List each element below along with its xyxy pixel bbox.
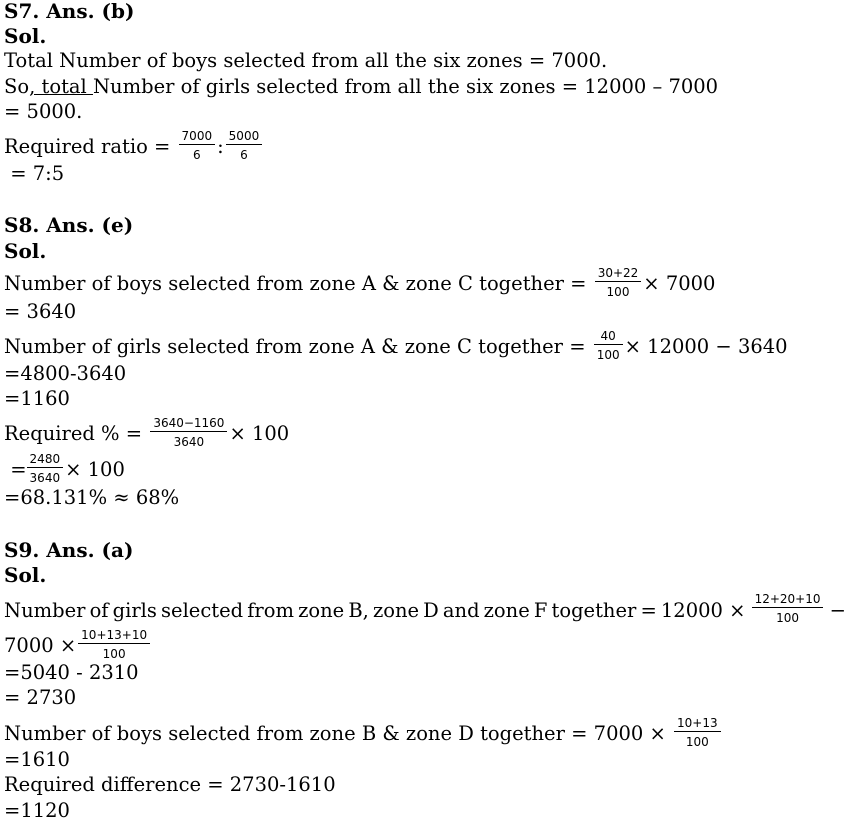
s8-percent2-denominator: 3640 [29,471,61,485]
s9-word: D [423,598,439,622]
s9-word: B, [348,598,369,622]
s9-line2-numerator: 10+13+10 [78,628,150,644]
s9-word: Number [4,598,86,622]
s8-girls-fraction [594,329,623,362]
s9-boys-line [4,718,723,751]
s8-girls-label: Number of girls selected from zone A & zone C together = [4,335,592,358]
s7-heading: S7. Ans. (b) [4,0,135,23]
s9-word: of [89,598,109,622]
s7-line-total-girls [4,75,718,99]
s8-calc-2: =1160 [4,387,70,410]
s9-boys-fraction [674,716,721,749]
s7-line-girls-result: = 5000. [4,100,83,123]
s8-percent-line [4,418,289,451]
s8-final: =68.131% ≈ 68% [4,486,180,509]
s8-percent2-prefix: = [4,458,27,481]
s7-fraction-girls [226,129,263,162]
s8-girls-tail: × 12000 − 3640 [624,335,788,358]
s9-boys-denominator: 100 [685,735,709,749]
s8-percent-numerator: 3640−1160 [150,416,227,432]
s8-sol-label: Sol. [4,239,47,263]
s9-diff-label: Required difference = 2730-1610 [4,773,336,796]
s9-word: girls [112,598,157,622]
s7-fraction-boys-numerator: 7000 [179,129,216,145]
s8-percent-label: Required % = [4,422,149,445]
s8-boys-result: = 3640 [4,300,77,323]
s9-minus: − [829,598,846,622]
s9-calc-2: = 2730 [4,686,77,709]
s7-ratio-line [4,131,264,164]
s9-sol-label: Sol. [4,563,47,587]
s9-girls-denominator: 100 [776,611,799,625]
s9-word: F [533,598,548,622]
s7-fraction-girls-denominator: 6 [240,148,248,162]
s8-girls-line [4,331,788,364]
s9-girls-line-2 [4,630,152,663]
s9-word: together [551,598,637,622]
s9-word: zone [372,598,420,622]
s9-word: and [442,598,480,622]
s8-boys-denominator: 100 [606,285,630,299]
s9-calc-1: =5040 - 2310 [4,661,139,684]
s8-boys-fraction [595,266,642,299]
s8-boys-numerator: 30+22 [595,266,642,282]
s9-word: = [640,598,657,622]
s7-fraction-girls-numerator: 5000 [226,129,263,145]
s8-percent2-numerator: 2480 [27,452,64,468]
s8-percent-tail: × 100 [229,422,290,445]
s9-line2-fraction [78,628,150,661]
s9-girls-line [4,594,846,627]
s7-line2-part-a: So [4,75,30,98]
s7-ratio-label: Required ratio = [4,135,177,158]
s9-line2-prefix: 7000 × [4,634,77,657]
s9-heading: S9. Ans. (a) [4,538,134,562]
s8-percent2-tail: × 100 [65,458,125,481]
s8-boys-label: Number of boys selected from zone A & zone C together = [4,272,593,295]
s7-result: = 7:5 [4,162,65,185]
s8-percent-line-2 [4,454,125,487]
s7-line2-part-b: , total [29,75,93,98]
s7-ratio-colon: : [217,135,224,158]
s7-sol-label: Sol. [4,24,47,48]
s8-girls-numerator: 40 [594,329,623,345]
s9-boys-result: =1610 [4,748,70,771]
s9-word: zone [298,598,345,622]
s9-boys-label: Number of boys selected from zone B & zone D together = 7000 × [4,722,673,745]
s8-girls-denominator: 100 [596,348,620,362]
s8-percent2-fraction [27,452,64,485]
s7-fraction-boys [179,129,216,162]
s9-word: selected [161,598,244,622]
s9-word: zone [483,598,530,622]
s7-fraction-boys-denominator: 6 [193,148,201,162]
s9-boys-numerator: 10+13 [674,716,721,732]
s8-boys-tail: × 7000 [643,272,716,295]
s9-word: from [247,598,294,622]
s8-calc-1: =4800-3640 [4,362,127,385]
s9-diff-result: =1120 [4,799,70,822]
s8-percent-denominator: 3640 [173,435,205,449]
s8-heading: S8. Ans. (e) [4,213,134,237]
s9-word: 12000 × [660,598,746,622]
s9-line2-denominator: 100 [102,647,126,661]
s8-boys-line [4,268,715,301]
s7-line-total-boys: Total Number of boys selected from all the six zones = 7000. [4,49,608,72]
s9-girls-numerator: 12+20+10 [752,592,824,608]
s7-line2-part-c: Number of girls selected from all the six zones = 12000 – 7000 [92,75,719,98]
s9-girls-fraction [752,592,824,625]
s8-percent-fraction [150,416,227,449]
